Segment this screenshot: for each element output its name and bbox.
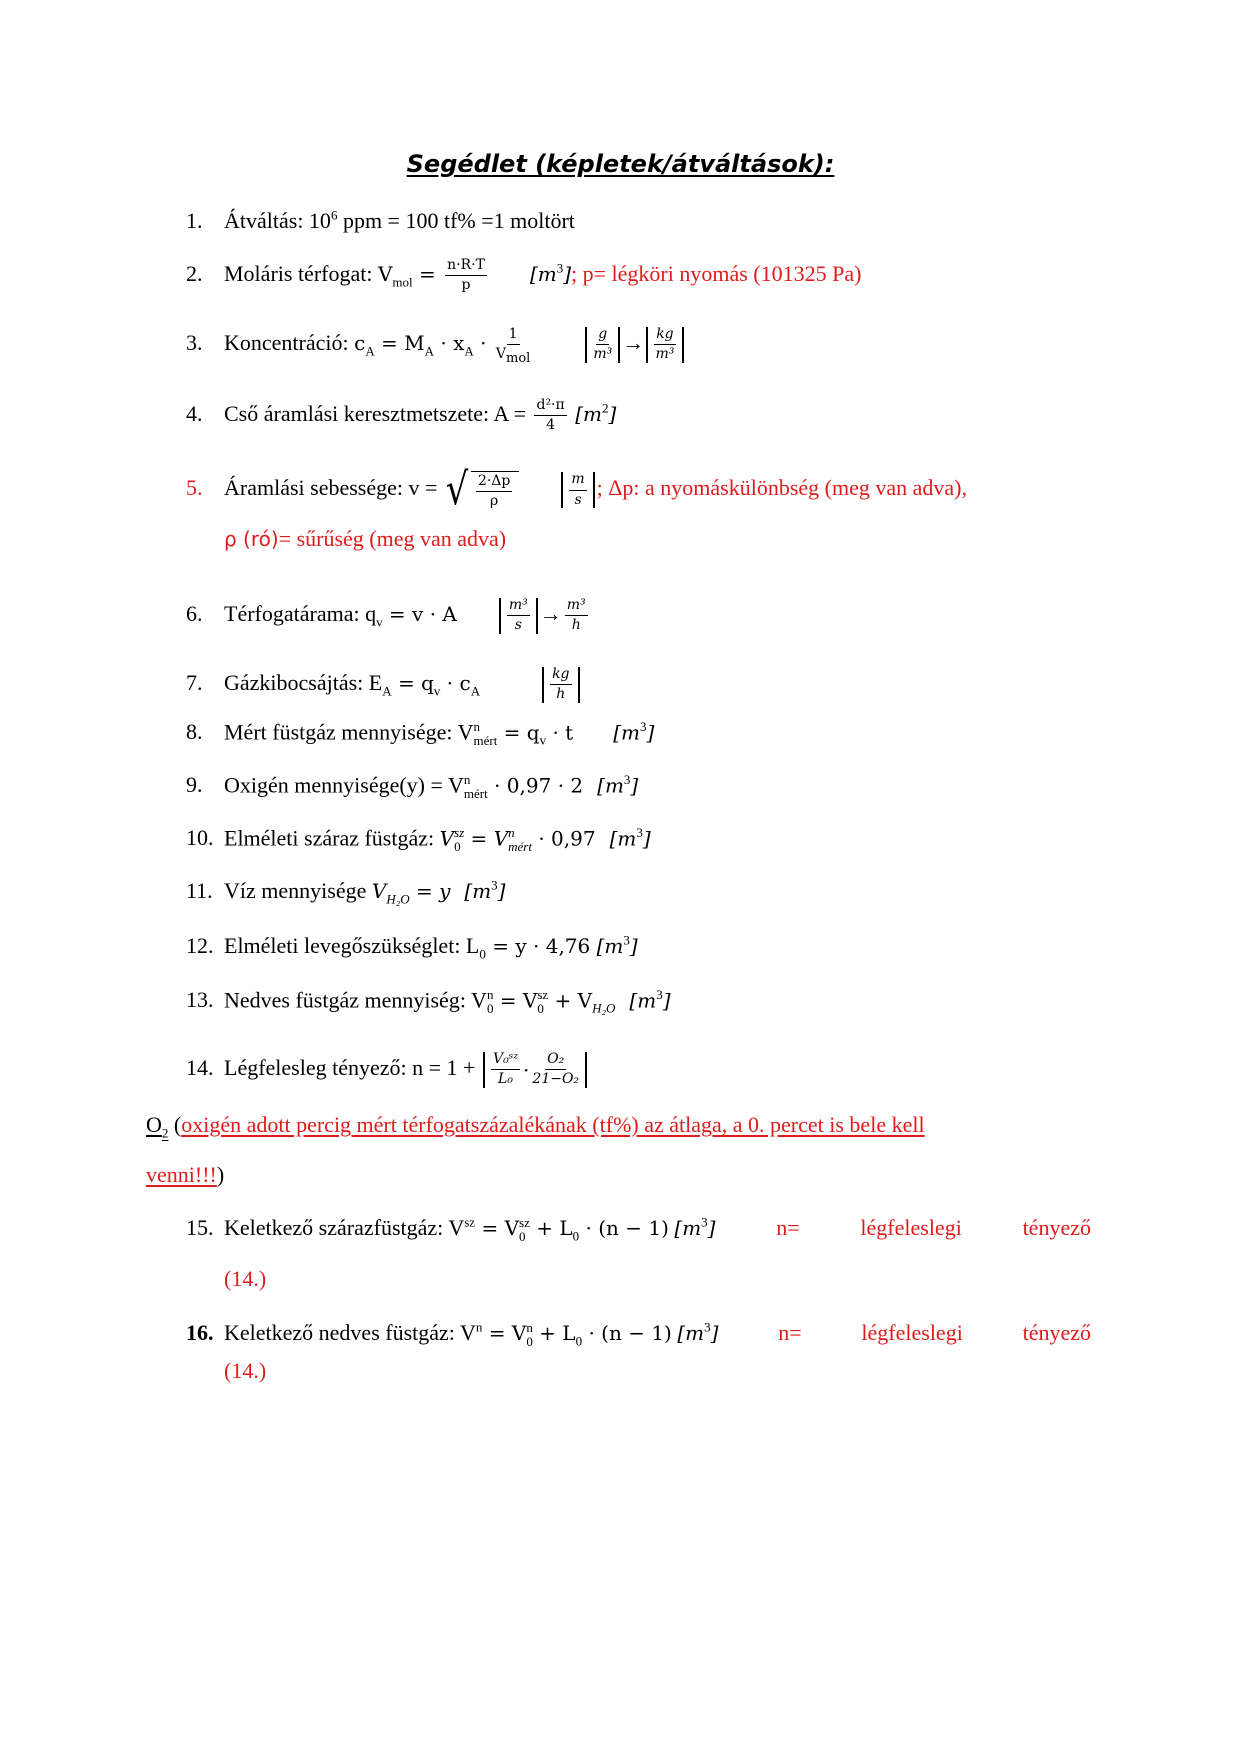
symbol: = q <box>497 720 540 745</box>
unit: [m <box>629 988 657 1013</box>
formula-item-2: 2. Moláris térfogat: $V_{mol}$ = $\frac{n\cdot R\cdot T}{p}$ $[m^3]$; p= légköri nyomás (101325 Pa) <box>186 257 862 294</box>
formula <box>186 1320 718 1349</box>
subscript: v <box>433 683 441 699</box>
formula-item-11 <box>186 877 506 907</box>
unit-bracket <box>499 598 538 634</box>
red-note: oxigén adott percig mért térfogatszázalékának (tf%) az átlaga, a 0. percet is bele kell <box>181 1112 925 1137</box>
subscript: 0 <box>572 1228 580 1244</box>
item-label: Keletkező nedves füstgáz: V <box>224 1320 476 1345</box>
unit-bracket: ] <box>629 934 638 958</box>
unit-fraction <box>593 327 612 363</box>
square-root <box>443 464 519 515</box>
sup-sub <box>519 1216 530 1245</box>
item-number: 14. <box>186 1054 214 1080</box>
unit-exponent: 3 <box>491 877 498 893</box>
item-label: Légfelesleg tényező: n = 1 + <box>224 1054 481 1080</box>
denominator: L₀ <box>498 1071 513 1088</box>
o2-note-line-1 <box>146 1112 925 1141</box>
subscript: A <box>424 343 435 359</box>
unit-fraction <box>507 598 530 634</box>
fraction <box>495 326 531 367</box>
operator: · <box>473 330 493 355</box>
unit-fraction <box>654 327 675 363</box>
radical-icon: √ <box>445 464 469 515</box>
item-label: Elméleti száraz füstgáz: <box>224 825 440 851</box>
item-text: ppm = 100 tf% =1 moltört <box>337 208 575 233</box>
fraction <box>534 398 566 434</box>
symbol: = y <box>409 879 451 903</box>
denominator <box>495 345 531 367</box>
denominator: ρ <box>490 493 499 509</box>
numerator: O₂ <box>545 1052 566 1070</box>
subscript: A <box>382 683 392 699</box>
item-label: Koncentráció: <box>224 329 355 355</box>
numerator: 1 <box>507 327 520 345</box>
subscript: A <box>365 343 375 359</box>
denominator: h <box>556 686 566 703</box>
item-number: 4. <box>186 400 203 426</box>
numerator: 2·Δp <box>476 474 512 492</box>
formula-item-8 <box>186 720 654 749</box>
rho-label: ρ (ró) <box>224 527 279 551</box>
superscript: sz <box>519 1214 530 1230</box>
subscript: 0 <box>454 839 461 855</box>
denominator: 4 <box>546 417 556 434</box>
item-number: 9. <box>186 772 203 798</box>
radicand <box>471 471 519 510</box>
symbol: V <box>371 879 387 903</box>
formula-item-10 <box>186 826 651 855</box>
symbol: = M <box>374 330 425 355</box>
superscript: sz <box>454 825 465 840</box>
item-label: Mért füstgáz mennyisége: V <box>224 719 474 745</box>
denominator: s <box>574 491 582 508</box>
bracket-group <box>483 1052 587 1088</box>
unit-exponent: 3 <box>639 719 647 735</box>
item-number: 7. <box>186 669 203 695</box>
denominator: s <box>514 617 522 634</box>
symbol: = q <box>391 670 434 695</box>
unit: [m <box>596 934 624 958</box>
sup-sub <box>508 826 532 855</box>
arrow-icon: → <box>622 329 645 355</box>
unit-bracket: ] <box>608 401 617 426</box>
formula-item-9 <box>186 773 638 802</box>
unit-bracket: ] <box>662 988 671 1013</box>
numerator: m³ <box>507 598 530 616</box>
unit-bracket <box>585 327 620 363</box>
fraction <box>476 474 512 510</box>
symbol: + V <box>548 988 593 1013</box>
paren: ( <box>168 1112 182 1137</box>
symbol: c <box>354 330 366 355</box>
subscript: v <box>376 614 383 630</box>
item-label: Átváltás: 10 <box>224 208 331 233</box>
red-note: ; Δp: a nyomáskülönbség (meg van adva), <box>596 475 968 501</box>
subscript: 0 <box>537 1001 544 1017</box>
red-note: n= <box>778 1320 802 1345</box>
formula <box>186 1215 715 1244</box>
item-label: Áramlási sebessége: v = <box>224 475 443 501</box>
unit-fraction <box>565 598 588 634</box>
item-number: 10. <box>186 825 214 851</box>
unit-bracket <box>646 327 683 363</box>
formula-item-14 <box>186 1052 589 1088</box>
unit-exponent: 3 <box>656 987 663 1003</box>
superscript: n <box>473 719 480 734</box>
unit-bracket <box>561 472 594 508</box>
item-number: 8. <box>186 719 203 745</box>
unit-exponent: 3 <box>636 825 643 841</box>
unit: [m <box>677 1321 705 1345</box>
o2-symbol: O <box>146 1112 162 1137</box>
superscript: sz <box>464 1214 476 1230</box>
unit-exponent: 3 <box>623 772 631 788</box>
item-number: 2. <box>186 260 203 286</box>
formula-item-3 <box>186 326 686 367</box>
symbol: · c <box>440 670 471 695</box>
red-note: légfeleslegi <box>860 1215 962 1240</box>
symbol: + L <box>529 1216 573 1240</box>
subscript: A <box>464 343 474 359</box>
unit-exponent: 3 <box>623 932 630 948</box>
unit: [m <box>464 879 492 903</box>
unit-exponent: 3 <box>704 1319 711 1335</box>
item-number: 6. <box>186 600 203 626</box>
formula-item-15-ref: (14.) <box>224 1266 267 1291</box>
symbol: V <box>439 826 455 851</box>
item-label: Cső áramlási keresztmetszete: A = <box>224 400 532 426</box>
formula-item-7 <box>186 667 582 703</box>
superscript: n <box>508 825 515 840</box>
sup-sub <box>454 826 464 855</box>
formula-item-5 <box>186 464 968 515</box>
operator: · <box>523 1057 530 1082</box>
superscript: n <box>463 772 471 787</box>
item-label: Elméleti levegőszükséglet: L <box>224 933 480 958</box>
unit-bracket: ] <box>563 261 572 286</box>
denominator: p <box>461 277 471 294</box>
symbol: = V <box>482 1321 527 1345</box>
red-note: ; p= légköri nyomás (101325 Pa) <box>571 260 862 286</box>
item-label: Oxigén mennyisége(y) = V <box>224 772 464 798</box>
unit: [m <box>613 720 640 745</box>
denominator: m³ <box>593 346 613 363</box>
subscript: mol <box>392 274 413 290</box>
item-number: 5. <box>186 475 203 501</box>
symbol: = y · 4,76 <box>485 934 597 958</box>
numerator: m <box>569 472 586 490</box>
subscript: 0 <box>526 1333 533 1349</box>
unit-bracket: ] <box>497 879 506 903</box>
red-note: venni!!! <box>146 1162 217 1187</box>
fraction <box>491 1052 520 1088</box>
formula-item-6 <box>186 598 591 634</box>
unit-bracket: ] <box>630 773 639 798</box>
denominator: h <box>571 617 581 634</box>
formula-item-16-ref: (14.) <box>224 1358 267 1383</box>
unit: [m <box>529 261 557 286</box>
unit-exponent: 2 <box>602 400 609 416</box>
symbol: V <box>495 346 506 363</box>
symbol: · (n − 1) <box>579 1216 669 1240</box>
unit: [m <box>609 826 637 851</box>
sup-sub <box>473 720 497 749</box>
symbol: · 0,97 <box>531 826 596 851</box>
item-number: 13. <box>186 987 214 1013</box>
item-label: Keletkező szárazfüstgáz: V <box>224 1215 465 1240</box>
unit-bracket: ] <box>710 1321 719 1345</box>
red-note: tényező <box>1022 1320 1091 1345</box>
red-note: n= <box>776 1215 800 1240</box>
denominator: 21−O₂ <box>532 1071 580 1088</box>
unit-exponent: 3 <box>556 260 564 276</box>
numerator: kg <box>654 327 675 345</box>
exponent: 6 <box>330 207 338 223</box>
subscript: 0 <box>486 1001 494 1017</box>
subscript: mért <box>473 733 498 749</box>
symbol: · (n − 1) <box>582 1321 672 1345</box>
numerator: kg <box>550 667 571 685</box>
unit-bracket: ] <box>707 1216 716 1240</box>
item-number: 3. <box>186 329 203 355</box>
item-number: 1. <box>186 208 203 233</box>
subscript: 0 <box>479 946 486 962</box>
symbol: = v · A <box>382 601 457 626</box>
symbol: · x <box>434 330 465 355</box>
numerator: m³ <box>565 598 588 616</box>
superscript: sz <box>537 987 549 1002</box>
superscript: n <box>526 1319 533 1335</box>
unit-bracket: ] <box>642 826 651 851</box>
subscript: mért <box>463 786 488 802</box>
subscript: mért <box>508 839 532 855</box>
formula-item-16 <box>186 1320 1091 1349</box>
numerator: n·R·T <box>445 258 487 276</box>
unit-bracket <box>542 667 579 703</box>
symbol: = V <box>493 988 538 1013</box>
symbol: = V <box>475 1216 520 1240</box>
unit-fraction <box>569 472 586 508</box>
subscript: mol <box>506 351 531 367</box>
subscript: 0 <box>575 1333 583 1349</box>
unit-bracket: ] <box>646 720 655 745</box>
formula-item-12 <box>186 932 638 962</box>
subscript: H₂O <box>386 891 410 907</box>
formula-item-5-note <box>224 528 506 550</box>
symbol: · 0,97 · 2 <box>487 773 584 798</box>
sup-sub <box>464 773 488 802</box>
formula-item-15 <box>186 1215 1091 1244</box>
numerator: d²·π <box>534 398 566 416</box>
red-note: = sűrűség (meg van adva) <box>278 526 507 551</box>
formula-item-13 <box>186 988 671 1017</box>
red-note: tényező <box>1022 1215 1091 1240</box>
symbol: V <box>493 826 509 851</box>
symbol: · t <box>546 720 574 745</box>
item-label: Gázkibocsájtás: E <box>224 669 383 695</box>
sup-sub <box>537 988 548 1017</box>
page-title: Segédlet (képletek/átváltások): <box>406 150 835 178</box>
subscript: A <box>470 683 481 699</box>
numerator: g <box>596 327 609 345</box>
formula-item-1 <box>186 207 575 233</box>
item-number: 12. <box>186 933 214 958</box>
red-note: légfeleslegi <box>861 1320 963 1345</box>
unit-exponent: 3 <box>701 1214 708 1230</box>
subscript: v <box>539 732 547 748</box>
subscript: 0 <box>519 1228 526 1244</box>
paren: ) <box>216 1162 225 1187</box>
fraction <box>445 258 487 294</box>
unit: [m <box>575 401 602 426</box>
item-label: Nedves füstgáz mennyiség: V <box>224 987 487 1013</box>
operator: = <box>464 826 494 851</box>
o2-note-line-2 <box>146 1162 224 1188</box>
superscript: n <box>486 987 494 1002</box>
item-label: Víz mennyisége <box>224 878 372 903</box>
numerator: V₀ˢᶻ <box>491 1052 520 1070</box>
subscript: H₂O <box>592 1000 616 1016</box>
unit: [m <box>674 1216 702 1240</box>
symbol: V <box>377 261 393 286</box>
denominator: m³ <box>655 346 675 363</box>
item-label: Térfogatárama: q <box>224 600 377 626</box>
unit: [m <box>597 773 624 798</box>
fraction <box>532 1052 579 1088</box>
superscript: n <box>475 1319 483 1335</box>
item-number: 11. <box>186 878 213 903</box>
subscript: 2 <box>161 1125 169 1141</box>
symbol: + L <box>532 1321 576 1345</box>
item-number: 16. <box>186 1320 214 1345</box>
unit-fraction <box>550 667 571 703</box>
arrow-icon: → <box>539 600 562 626</box>
item-number: 15. <box>186 1215 214 1240</box>
formula-item-4 <box>186 398 616 434</box>
item-label: Moláris térfogat: <box>224 260 378 286</box>
